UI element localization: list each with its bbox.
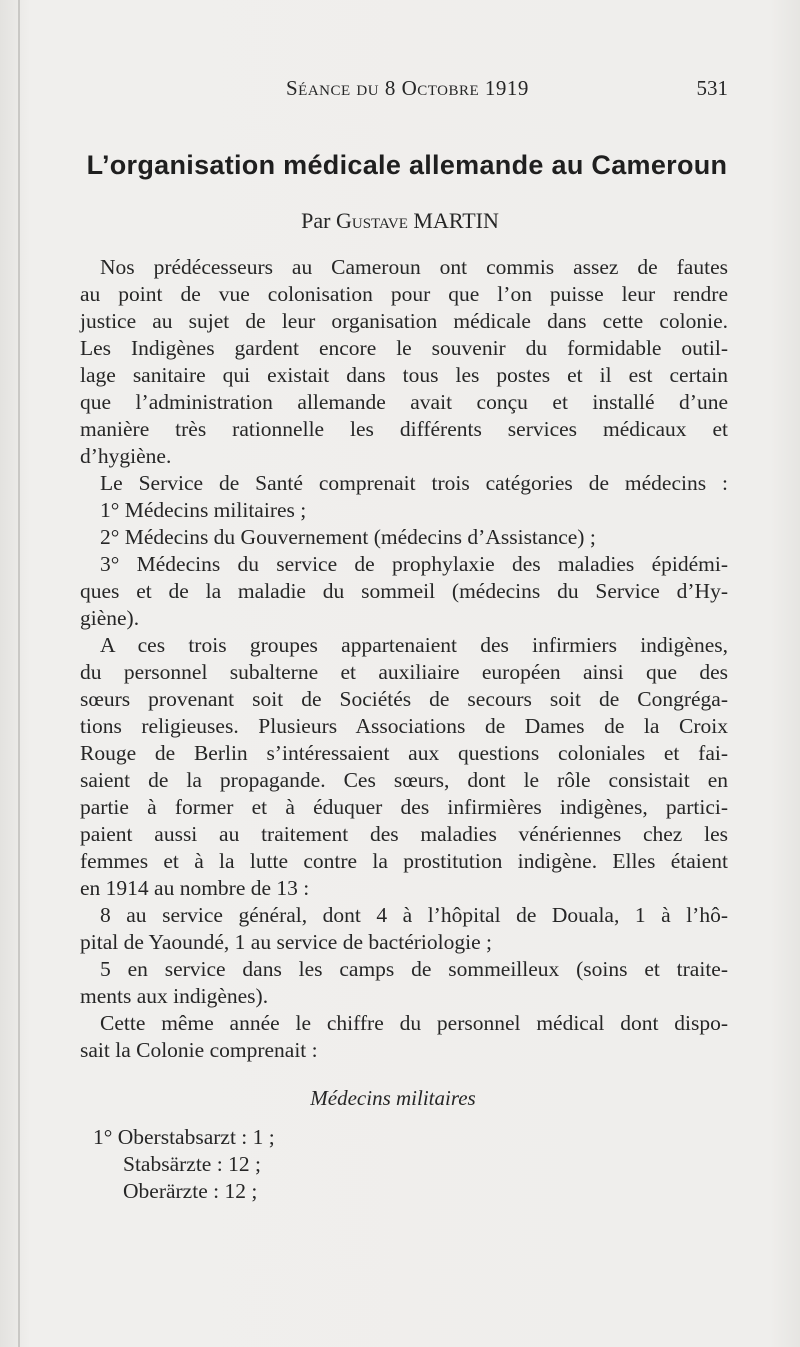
roster-line: 1° Oberstabsarzt : 1 ; (93, 1125, 275, 1149)
section-heading: Médecins militaires (310, 1086, 476, 1110)
staff-roster (93, 1124, 275, 1205)
text-line: en 1914 au nombre de 13 : (80, 876, 310, 900)
text-line: justice au sujet de leur organisation médicale dans cette colonie. (80, 309, 728, 333)
roster-line: Stabsärzte : 12 ; (123, 1152, 261, 1176)
text-line: 2° Médecins du Gouvernement (médecins d’Assistance) ; (100, 525, 596, 549)
text-line: manière très rationnelle les différents services médicaux et (80, 417, 728, 441)
text-line: femmes et à la lutte contre la prostitution indigène. Elles étaient (80, 849, 728, 873)
text-line: Les Indigènes gardent encore le souvenir du formidable outil- (80, 336, 728, 360)
text-line: A ces trois groupes appartenaient des infirmiers indigènes, (100, 633, 728, 657)
text-line: partie à former et à éduquer des infirmières indigènes, partici- (80, 795, 728, 819)
byline-prefix: Par (301, 208, 331, 233)
article-body (80, 254, 728, 1064)
text-line: ments aux indigènes). (80, 984, 269, 1008)
text-line: 3° Médecins du service de prophylaxie des maladies épidémi- (100, 552, 728, 576)
text-line: 5 en service dans les camps de sommeilleux (soins et traite- (100, 957, 728, 981)
text-line: au point de vue colonisation pour que l’on puisse leur rendre (80, 282, 728, 306)
article-title: L’organisation médicale allemande au Cameroun (86, 150, 728, 180)
text-line: 8 au service général, dont 4 à l’hôpital de Douala, 1 à l’hô- (100, 903, 728, 927)
text-line: Nos prédécesseurs au Cameroun ont commis assez de fautes (100, 255, 728, 279)
text-line: sœurs provenant soit de Sociétés de secours soit de Congréga- (80, 687, 728, 711)
text-line: Rouge de Berlin s’intéressaient aux questions coloniales et fai- (80, 741, 728, 765)
author-last-name: MARTIN (413, 208, 499, 233)
text-line: d’hygiène. (80, 444, 172, 468)
text-line: du personnel subalterne et auxiliaire européen ainsi que des (80, 660, 728, 684)
text-line: pital de Yaoundé, 1 au service de bactériologie ; (80, 930, 492, 954)
roster-line: Oberärzte : 12 ; (123, 1179, 258, 1203)
text-line: tions religieuses. Plusieurs Associations de Dames de la Croix (80, 714, 728, 738)
byline (0, 208, 800, 234)
text-line: 1° Médecins militaires ; (100, 498, 307, 522)
text-line: ques et de la maladie du sommeil (médecins du Service d’Hy- (80, 579, 728, 603)
running-title: Séance du 8 Octobre 1919 (286, 76, 529, 100)
text-line: saient de la propagande. Ces sœurs, dont le rôle consistait en (80, 768, 728, 792)
text-line: giène). (80, 606, 140, 630)
text-line: lage sanitaire qui existait dans tous les postes et il est certain (80, 363, 728, 387)
page-gutter-edge (18, 0, 20, 1347)
author-first-name: Gustave (335, 208, 408, 233)
text-line: Cette même année le chiffre du personnel médical dont dispo- (100, 1011, 728, 1035)
page-number: 531 (696, 76, 728, 100)
text-line: sait la Colonie comprenait : (80, 1038, 318, 1062)
text-line: que l’administration allemande avait conçu et installé d’une (80, 390, 728, 414)
text-line: Le Service de Santé comprenait trois catégories de médecins : (100, 471, 728, 495)
running-header (0, 76, 800, 110)
text-line: paient aussi au traitement des maladies vénériennes chez les (80, 822, 728, 846)
